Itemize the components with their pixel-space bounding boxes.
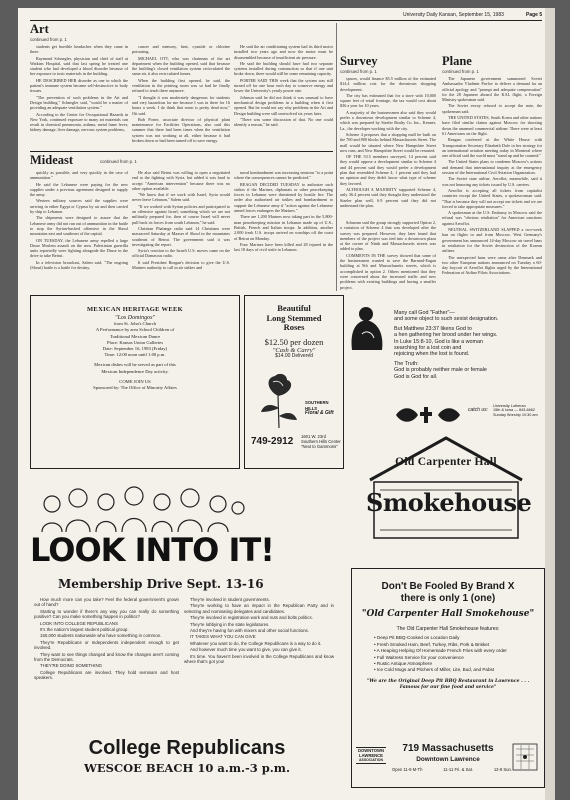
masthead-publication: University Daily Kansan, September 15, 1983 bbox=[403, 12, 504, 18]
lawrence-map-icon bbox=[512, 743, 538, 771]
look-into-it-headline: LOOK INTO IT! bbox=[30, 531, 274, 569]
church-info-1: University Lutheran bbox=[493, 404, 526, 408]
mideast-column-1: quickly as possible, and very quickly in the case of ammunition." He said the Lebanese were paying for the new supplies under a previous agreement designed to supply the army. Western military sources said the supplies were arriving in either Egypt or Cyprus by air and then carried by ship to Lebanon. The shipments were designed to assure that the Lebanese army did not run out of ammunition in the battle to stop the Syrian-backed offensive in the Shouf mountains east and southeast of the capital. ON TUESDAY, the Lebanese army repelled a large Druse Moslem assault on the area. Palestinian guerrilla units reportedly were fighting alongside the Druse in the drive to take Beirut. In a television broadcast, Salem said, "The ongoing (Shouf) battle is a battle for destiny. bbox=[30, 170, 128, 271]
church-line-1: Many call God "Father"— bbox=[394, 310, 455, 316]
college-republicans-name: College Republicans bbox=[88, 737, 286, 759]
church-catch-us: catch us: bbox=[468, 407, 489, 413]
smokehouse-quote: "Old Carpenter Hall Smokehouse" bbox=[361, 609, 535, 619]
roses-phone: 749-2912 bbox=[251, 436, 294, 447]
smokehouse-address: 719 Massachusetts bbox=[402, 743, 494, 754]
church-line-4: a hen gathering her brood under her wings. bbox=[394, 332, 498, 339]
roses-address-1: 1601 W. 23rd bbox=[301, 434, 326, 439]
page-edge-strip bbox=[545, 8, 555, 800]
plane-continued: continued from p. 1 bbox=[442, 69, 479, 74]
smokehouse-original-1: "We are the Original Deep Pit BBQ Restaurant in Lawrence . . . bbox=[366, 678, 530, 684]
church-line-9: God is God for all. bbox=[394, 373, 438, 380]
smokehouse-logo-title: Smokehouse bbox=[366, 488, 532, 517]
florist-name-1: SOUTHERN HILLS bbox=[305, 400, 329, 411]
feature-item: • Ice Cold Mugs and Pitchers of Miller, Lite, Bud, and Pabst bbox=[374, 667, 495, 673]
downtown-logo-1: DOWNTOWN bbox=[358, 748, 384, 753]
smokehouse-arc-name: Old Carpenter Hall bbox=[395, 456, 497, 468]
fish-cross-logo-icon bbox=[394, 406, 464, 424]
florist-logo bbox=[305, 400, 339, 417]
art-column-2: cancer and memory, heat, cyanide or chlorine poisoning. MICHAEL OTT, who was chairman of the art department when the building opened, said that because the building's closed ventilation system recirculated the same air, it also recirculated fumes. When the building first opened, he said, the ventilation in the printing room was so bad he finally refused to teach there anymore. "I thought it was moderately dangerous for students and very hazardous for me because I was in there for 16 hours a week. I do think that room is pretty dead now," Ott said. Bob Porter, associate director of physical plant maintenance for Facilities Operations, also said this summer that there had been times when the ventilation system was not working at all, either because it had broken down or had been turned off to save energy. bbox=[132, 44, 230, 144]
roses-ad bbox=[244, 295, 344, 469]
church-info-2: 15th & Iowa — 843-6662 bbox=[493, 408, 536, 413]
art-column-1: students get horrible headaches when they came in there. Raymond Schnegler, physician and chief of staff at Watkins Hospital, said that last spring he treated one student who had developed a blood disorder because of her exposure to toxic materials in the building. HE DESCRIBED HER disorder as one in which the patient's immune system became self-destructive to body tissues. "The prevention of such problems in the Art and Design building," Schnegler said, "would be a matter of providing an adequate ventilation system." According to the Center for Occupational Hazards in New York, continued exposure to many art materials can result in chemical pneumonia, asthma, metal fume fever, kidney damage, liver damage, nervous system problems, bbox=[30, 44, 128, 133]
roses-address bbox=[301, 434, 341, 449]
roses-title-3: Roses bbox=[283, 322, 305, 332]
art-continued: continued from p. 1 bbox=[30, 37, 67, 42]
art-column-3: He said the air conditioning system had its third motor installed two years ago and now the motor must be disassembled because of insufficient air pressure. He said the building should have had two separate systems installed during construction so that if one unit broke down, there would still be some remaining capacity. PORTER SAID THIS week that the system was still turned off for one hour each day to conserve energy and lower the University's yearly power rate. Johnson said he did not think it was unusual to have mechanical design problems in a building when it first opened. But he could not say why problems in the Art and Design building were still unresolved six years later. "There was some discussion of that. No one could identify a reason," he said. bbox=[234, 44, 333, 128]
mexican-ad-subtitle: "Los Domingos" bbox=[115, 315, 155, 321]
mideast-continued: continued from p. 1 bbox=[100, 159, 137, 164]
smokehouse-brand-x: Don't Be Fooled By Brand X bbox=[381, 581, 515, 592]
smokehouse-features-heading: The Old Carpenter Hall Smokehouse features: bbox=[396, 626, 500, 632]
republicans-left-column: How much more can you take? Feel the federal government's grown out of hand? Starting to wonder if there's any way you can really do something positive? Can you make something happen in politics? LOOK INTO COLLEGE REPUBLICANS It's the nation's largest student political group. 150,000 students nationwide who have something in common. They're Republicans or Independents independent enough to get involved. They want to see things changed and know the changes aren't coming from the Democrats. THEY'RE DOING SOMETHING College Republicans are involved. They hold seminars and host speakers. bbox=[34, 597, 179, 681]
downtown-lawrence-logo bbox=[356, 747, 386, 764]
survey-column-1: spaces, would finance $5.5 million of the estimated $14.4 million cost for the downtown shopping development. The city has estimated that for a store with 10,000 square feet of retail frontage, the tax would cost about $36 a year for 10 years. A majority of the businessmen also said they would prefer a downtown development similar to Scheme 4, which was prepared by Sizeler Realty Co. Inc., Kenner, La., the developer working with the city. Scheme 4 proposes that a shopping mall be built on the 700 and 800 blocks behind Massachusetts Street. The mall would be situated where New Hampshire Street now runs, and New Hampshire Street would be rerouted. OF THE 53.5 members surveyed, 14 percent said they would oppose a development similar to Scheme 4 and 44 percent said they would prefer a development plan that resembled Scheme 4, 1 percent said they had no opinion and they didn't know what type of scheme they favored. ALTHOUGH A MAJORITY supported Scheme 4, only 36.4 percent said they thought they understood the Sizeler plan well, 6.9 percent said they did not understand the plan. bbox=[340, 76, 436, 208]
church-ad-text bbox=[394, 310, 534, 380]
woman-silhouette-icon bbox=[348, 304, 388, 352]
mexican-ad-place: Place: Kansas Union Galleries bbox=[106, 339, 163, 345]
church-line-8: God is probably neither male or female bbox=[394, 367, 487, 374]
survey-headline: Survey bbox=[340, 54, 378, 68]
mexican-ad-title: MEXICAN HERITAGE WEEK bbox=[87, 306, 183, 313]
crowd-illustration-icon bbox=[34, 482, 248, 536]
roses-price: $12.50 per dozen bbox=[264, 336, 324, 347]
feature-item: • Rustic Antique Atmosphere bbox=[374, 661, 433, 667]
mexican-ad-line2: Traditional Mexican Dance bbox=[109, 333, 161, 339]
art-headline: Art bbox=[30, 22, 49, 36]
mexican-ad-join: COME JOIN US bbox=[119, 378, 151, 384]
hours-weekday: Open 11-9 M-Th bbox=[392, 767, 423, 772]
church-info-3: Sunday Worship 10:30 am bbox=[493, 412, 538, 417]
downtown-logo-3: ASSOCIATION bbox=[358, 758, 384, 762]
church-line-7: rejoicing when the lost is found. bbox=[394, 351, 470, 358]
roses-title-2: Long Stemmed bbox=[266, 312, 322, 323]
newspaper-page bbox=[18, 8, 555, 800]
mexican-ad-venue: from St. John's Church bbox=[113, 321, 157, 327]
feature-item: • A Heaping Helping Of Homemade French Fries with every order bbox=[374, 648, 507, 654]
smokehouse-only-one: there is only 1 (one) bbox=[400, 593, 496, 604]
roses-title-1: Beautiful bbox=[277, 303, 311, 313]
mideast-rule bbox=[30, 151, 333, 152]
masthead-page-number: Page 5 bbox=[526, 12, 543, 18]
florist-name-2: Floral & Gift bbox=[305, 410, 334, 417]
church-line-6: searching for a lost coin and bbox=[394, 345, 462, 352]
survey-column-2: Schumm said the group strongly supported Option 2, a variation of Scheme 4 that was developed after the survey was prepared. However, they later found that members of the project was tied into a downtown plaza at the corner of Ninth and Massachusetts streets was added to plan. COMMENTS IN THE survey showed that some of the businessmen wanted to save the Barnard-Eagan building at 9th and Massachusetts streets, which is accomplished in option 2. Others mentioned that they were concerned about the increased traffic and new problems with existing buildings and having a smaller project. bbox=[340, 220, 436, 290]
mideast-column-3: naval bombardment was increasing tensions "to a point where the consequences cannot be predicted." REAGAN DECIDED TUESDAY to authorize such strikes if the Marines, diplomats or other peacekeeping forces in Lebanon were threatened by hostile fire. The order also authorized air strikes and bombardment to support the Lebanese army if "action against the Lebanese armed forces endangers the Marines." There are 1,200 Marines now taking part in the 5,800-man peacekeeping mission in Lebanon made up of U.S., British, French and Italian troops. In addition, another 2,000 fresh U.S. troops arrived on warships off the coast of Beirut on Monday. Four Marines have been killed and 28 injured in the last 18 days of civil strife in Lebanon. bbox=[234, 170, 333, 253]
mexican-ad-sponsor: Sponsored by: The Office of Minority Affairs bbox=[93, 385, 177, 391]
feature-item: • Deep Pit BBQ-Cooked on Location Daily bbox=[374, 635, 460, 641]
smokehouse-original-2: Famous for our fine food and service" bbox=[399, 684, 497, 690]
church-line-3: But Matthew 23:37 likens God to bbox=[394, 325, 472, 332]
mexican-heritage-ad bbox=[30, 295, 240, 469]
rose-illustration-icon bbox=[255, 372, 301, 430]
downtown-logo-2: LAWRENCE bbox=[359, 753, 383, 758]
smokehouse-ad bbox=[351, 568, 545, 788]
mexican-ad-dishes-2: Mexican Independence Day activity. bbox=[101, 368, 169, 374]
roses-address-3: "Next to Gammons" bbox=[301, 444, 338, 449]
hours-sunday: 12-9 Sun. bbox=[493, 767, 512, 772]
roses-cash-and-carry: "Cash & Carry" bbox=[272, 346, 316, 354]
mideast-column-2: He also said Beirut was willing to open a negotiated end to the fighting with Syria, but added it was hard to accept "American intervention" because there was no other option available. "We know that if we work with Israel, Syria would never leave Lebanon," Salem said. "If we worked with Syrian policies and participated to an offensive against Israel, something which we are not militarily prepared for, then of course Israel will never pull back its forces from south Lebanon," he said. Christian Phalange radio said 14 Christians were massacred Saturday at Maaser el Shouf in the mountains southeast of Beirut. The government said it was investigating the report. Syria's reaction to the Israeli U.S. moves came on the official Damascus radio. It said President Reagan's decision to give the U.S. Marines authority to call in air strikes and bbox=[132, 170, 230, 271]
mexican-ad-date: Date: September 16, 1983 (Friday) bbox=[102, 346, 168, 352]
church-line-2: and some object to such sexist designation. bbox=[394, 316, 499, 323]
survey-continued: continued from p. 1 bbox=[340, 69, 377, 74]
hours-weekend: 11-11 Fri. & Sat. bbox=[443, 767, 474, 772]
membership-drive: Membership Drive Sept. 13-16 bbox=[58, 577, 264, 591]
smokehouse-area: Downtown Lawrence bbox=[416, 756, 480, 763]
wescoe-beach-event: WESCOE BEACH 10 a.m.-3 p.m. bbox=[84, 761, 290, 775]
feature-item: • Full Waitress Service for your convenience bbox=[374, 654, 464, 660]
roses-delivered: $14.00 Delivered bbox=[275, 352, 313, 359]
church-line-5: In Luke 15:8-10, God is like a woman bbox=[394, 338, 483, 345]
roses-address-2: Southern Hills Center bbox=[301, 439, 341, 444]
mideast-headline: Mideast bbox=[30, 153, 74, 167]
smokehouse-hours bbox=[392, 767, 512, 772]
mexican-ad-time: Time: 12:00 noon until 1:00 p.m. bbox=[104, 352, 166, 358]
masthead-rule bbox=[30, 20, 542, 21]
plane-headline: Plane bbox=[442, 54, 472, 68]
mexican-ad-dishes-1: Mexican dishes will be served as part of this bbox=[94, 362, 176, 368]
church-ad bbox=[348, 304, 542, 436]
mexican-ad-line1: A Performance by area School Children of bbox=[95, 327, 175, 333]
smokehouse-features-list bbox=[374, 635, 544, 673]
republicans-right-column: They're involved in student governments. They're working to have an impact in the Republican Party and in selecting and nominating delegates and candidates. They're involved in registration work and nuts and bolts politics. They're lobbying in the state legislatures. And they're having fun with mixers and other social functions. IT TAKES WHAT YOU CAN GIVE Whatever you want to do, the College Republicans is a way to do it. And however much time you want to give, you can give it. It's time. You haven't been involved in the College Republicans and know where that's got you! bbox=[184, 597, 334, 665]
church-truth: The Truth: bbox=[394, 360, 419, 367]
feature-item: • Fresh Smoked Ham, Beef, Turkey, Ribs, Pork & Brisket bbox=[374, 641, 490, 647]
church-info bbox=[493, 404, 543, 417]
plane-column-1: The Japanese government summoned Soviet Ambassador Vladimir Pavlov to deliver a demand for an official apology and "prompt and adequate compensation" for the 28 Japanese aboard the KAL flight, a Foreign Ministry spokesman said. The Soviet envoy refused to accept the note, the spokesman said. THE UNITED STATES, South Korea and other nations have filed similar claims against Moscow for shooting down the unarmed commercial airliner. There were at least 61 Americans on the flight. Reagan conferred at the White House with Transportation Secretary Elizabeth Dole in her strategy for an international aviation meeting today in Montreal where one official said the world must "stand up and be counted." The United States plans to condemn Moscow's actions and demand that international inquiry at the emergency session of the International Civil Aviation Organization. The Soviet state airline, Aeroflot, meanwhile, said it was not honoring any tickets issued by U.S. carriers. Aeroflot is accepting all tickets from capitalist countries except the United States, a spokeswoman said. "That is because they will not accept our tickets and we are forced to take appropriate measures." A spokesman at the U.S. Embassy in Moscow said the refusal was "obvious retaliation" for American sanctions against Aeroflot. NEUTRAL SWITZERLAND SLAPPED a two-week ban on flights to and from Moscow. West Germany's government has announced 14-day Moscow air travel bans in retaliation for the Soviet destruction of the Korean airliner. The unexpected bans were came after Denmark and two other European nations announced on Tuesday a 60-day boycott of Aeroflot flights urged by the International Federation of Airline Pilots Associations. bbox=[442, 76, 542, 276]
column-divider bbox=[336, 23, 337, 291]
